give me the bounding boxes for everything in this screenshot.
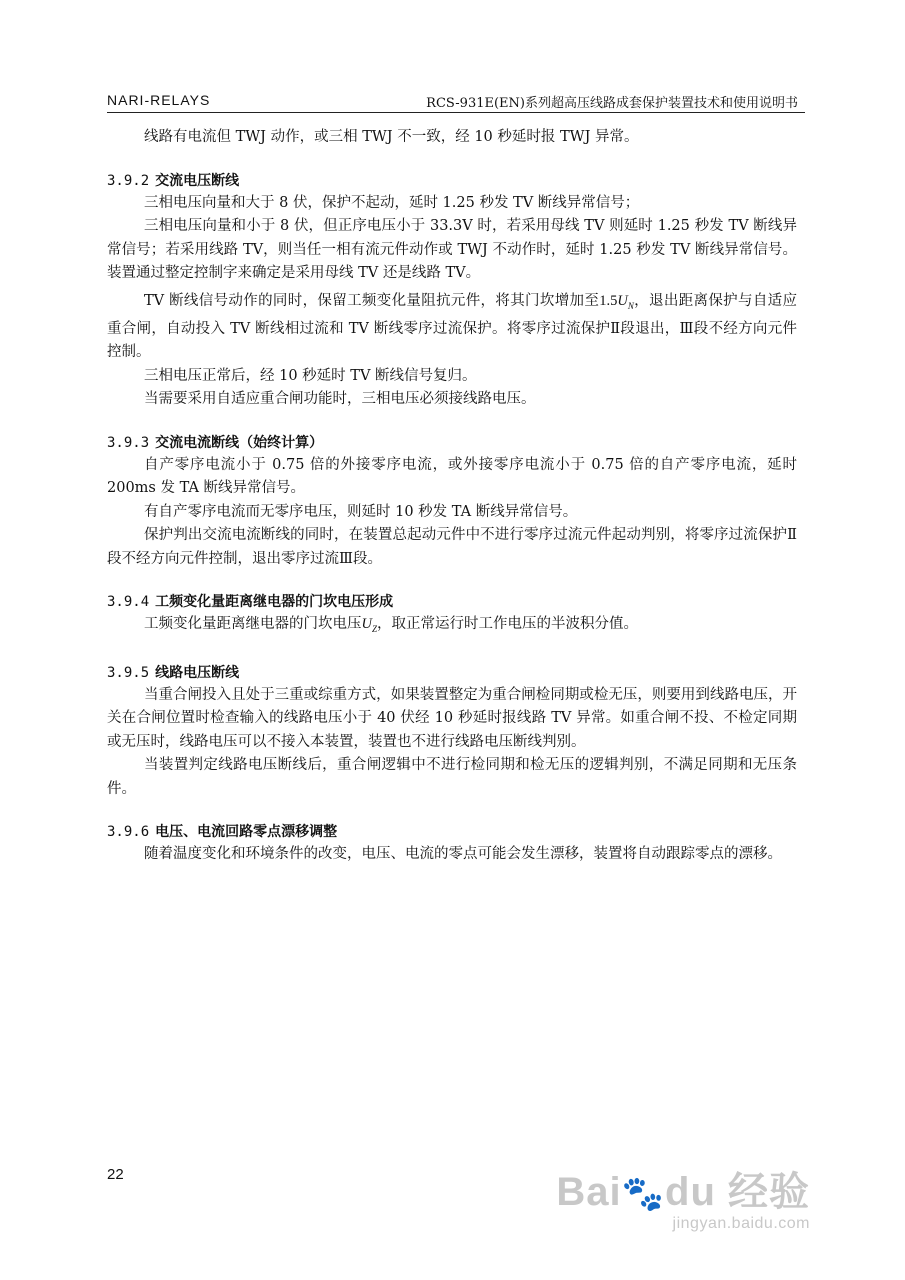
section-number: 3.9.3: [107, 434, 150, 451]
paragraph: [107, 613, 797, 641]
paragraph: 保护判出交流电流断线的同时，在装置总起动元件中不进行零序过流元件起动判别，将零序过流保护Ⅱ段不经方向元件控制，退出零序过流Ⅲ段。: [107, 527, 797, 567]
section-title: 线路电压断线: [155, 664, 240, 681]
paragraph: 随着温度变化和环境条件的改变，电压、电流的零点可能会发生漂移，装置将自动跟踪零点的漂移。: [144, 846, 782, 863]
section-number: 3.9.6: [107, 824, 150, 841]
paragraph: 三相电压向量和大于 8 伏，保护不起动，延时 1.25 秒发 TV 断线异常信号；: [144, 194, 640, 211]
paragraph: 有自产零序电流而无零序电压，则延时 10 秒发 TA 断线异常信号。: [144, 503, 578, 520]
header-company: NARI-RELAYS: [107, 92, 211, 108]
header-divider: [107, 112, 805, 113]
paragraph: 当需要采用自适应重合闸功能时，三相电压必须接线路电压。: [144, 391, 536, 408]
text-run: 工频变化量距离继电器的门坎电压: [144, 616, 362, 633]
text-run: ，退出距离保护与自适应重合闸，自动投入 TV 断线相过流和 TV 断线零序过流保护。将零序过流保护Ⅱ段退出，Ⅲ段不经方向元件控制。: [107, 292, 797, 361]
paragraph: [107, 290, 797, 365]
formula-1-5-un: $1.5U_N$: [599, 292, 634, 311]
section-number: 3.9.5: [107, 664, 150, 681]
page-number: 22: [107, 1166, 124, 1183]
section-title: 工频变化量距离继电器的门坎电压形成: [155, 594, 394, 611]
section-heading-3-9-2: [107, 170, 797, 192]
section-heading-3-9-3: [107, 432, 797, 454]
paragraph: 自产零序电流小于 0.75 倍的外接零序电流，或外接零序电流小于 0.75 倍的自产零序电流，延时 200ms 发 TA 断线异常信号。: [107, 456, 797, 497]
text-run: TV 断线信号动作的同时，保留工频变化量阻抗元件，将其门坎增加至: [144, 292, 600, 309]
section-heading-3-9-6: [107, 821, 797, 843]
paragraph: 当重合闸投入且处于三重或综重方式，如果装置整定为重合闸检同期或检无压，则要用到线路电压，开关在合闸位置时检查输入的线路电压小于 40 伏经 10 秒延时报线路 TV 异常。如重合闸不投、不检定同期或无压时，线路电压可以不接入本装置，装置也不进行线路电压断线判别。: [107, 686, 797, 750]
text-run: ，取正常运行时工作电压的半波积分值。: [377, 616, 638, 633]
watermark-logo: Bai🐾du 经验: [556, 1170, 810, 1214]
watermark-url: jingyan.baidu.com: [672, 1215, 810, 1232]
paragraph: 三相电压向量和小于 8 伏，但正序电压小于 33.3V 时，若采用母线 TV 则延时 1.25 秒发 TV 断线异常信号；若采用线路 TV，则当任一相有流元件动作或 TWJ 不动作时，延时 1.25 秒发 TV 断线异常信号。装置通过整定控制字来确定是采用母线 TV 还是线路 TV。: [107, 218, 797, 281]
document-body: [107, 126, 797, 867]
section-heading-3-9-4: [107, 591, 797, 613]
section-title: 交流电流断线（始终计算）: [155, 434, 324, 451]
baidu-jingyan-watermark: [556, 1160, 810, 1233]
header-document-title: RCS-931E(EN)系列超高压线路成套保护装置技术和使用说明书: [426, 96, 798, 111]
intro-paragraph: 线路有电流但 TWJ 动作，或三相 TWJ 不一致，经 10 秒延时报 TWJ 异常。: [144, 129, 639, 145]
section-number: 3.9.2: [107, 172, 150, 189]
section-heading-3-9-5: [107, 662, 797, 684]
formula-uz: $U_Z$: [361, 616, 377, 635]
section-title: 交流电压断线: [155, 172, 240, 189]
paw-icon: 🐾: [621, 1175, 666, 1213]
section-number: 3.9.4: [107, 594, 150, 611]
paragraph: 当装置判定线路电压断线后，重合闸逻辑中不进行检同期和检无压的逻辑判别，不满足同期和无压条件。: [107, 757, 797, 797]
paragraph: 三相电压正常后，经 10 秒延时 TV 断线信号复归。: [144, 367, 477, 384]
section-title: 电压、电流回路零点漂移调整: [155, 824, 338, 841]
